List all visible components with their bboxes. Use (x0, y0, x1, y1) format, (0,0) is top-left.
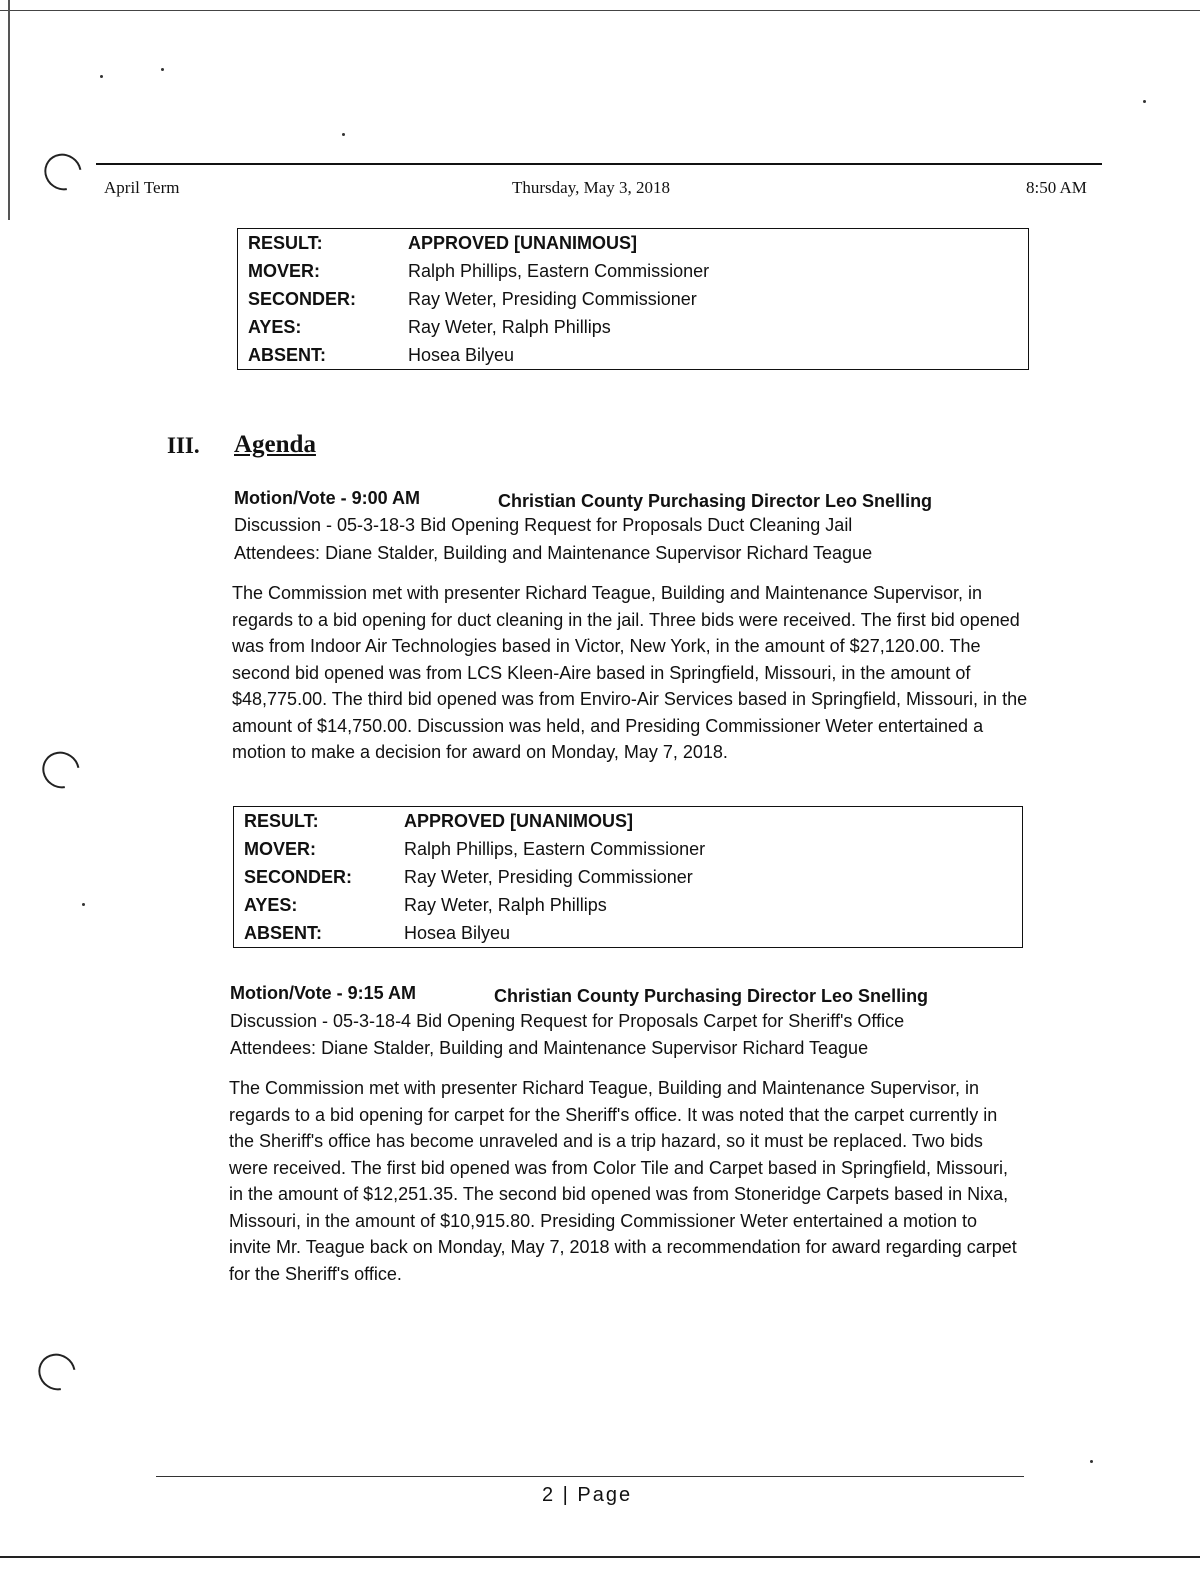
scan-speck (82, 903, 85, 906)
scan-speck (342, 133, 345, 136)
discussion-1: Discussion - 05-3-18-3 Bid Opening Request for Proposals Duct Cleaning Jail (234, 515, 853, 535)
vote-row-seconder (234, 863, 1023, 891)
vote-absent: Hosea Bilyeu (404, 922, 511, 943)
header-term: April Term (104, 178, 180, 197)
scan-edge-bottom (0, 1556, 1200, 1558)
vote-table-2 (233, 806, 1023, 948)
discussion-2: Discussion - 05-3-18-4 Bid Opening Request for Proposals Carpet for Sheriff's Office (230, 1011, 905, 1031)
presenter-1: Christian County Purchasing Director Leo Snelling (498, 491, 933, 511)
punch-hole-icon (31, 1346, 83, 1397)
body-paragraph-2: The Commission met with presenter Richard Teague, Building and Maintenance Supervisor, in regards to a bid opening for carpet for the Sheriff's office. It was noted that the carpet currently in the Sheriff's office has become unraveled and is a trip hazard, so it must be replaced. Two bids were received. The first bid opened was from Color Tile and Carpet based in Springfield, Missouri, in the amount of $12,251.35. The second bid opened was from Stoneridge Carpets based in Nixa, Missouri, in the amount of $10,915.80. Presiding Commissioner Weter entertained a motion to invite Mr. Teague back on Monday, May 7, 2018 with a recommendation for award regarding carpet for the Sheriff's office. (229, 1078, 1017, 1284)
motion-label-2: Motion/Vote - 9:15 AM (230, 983, 416, 1003)
page-number: 2 | Page (542, 1484, 633, 1506)
footer-rule (156, 1476, 1024, 1477)
vote-mover: Ralph Phillips, Eastern Commissioner (408, 260, 710, 281)
vote-label-absent: ABSENT: (244, 922, 323, 943)
motion-label-1: Motion/Vote - 9:00 AM (234, 488, 420, 508)
vote-row-absent (234, 919, 1023, 948)
vote-ayes: Ray Weter, Ralph Phillips (404, 894, 607, 915)
vote-table-1 (237, 228, 1029, 370)
body-paragraph-1: The Commission met with presenter Richard Teague, Building and Maintenance Supervisor, in regards to a bid opening for duct cleaning in the jail. Three bids were received. The first bid opened was from Indoor Air Technologies based in Victor, New York, in the amount of $27,120.00. The second bid opened was from LCS Kleen-Aire based in Springfield, Missouri, in the amount of $48,775.00. The third bid opened was from Enviro-Air Services based in Springfield, Missouri, in the amount of $14,750.00. Discussion was held, and Presiding Commissioner Weter entertained a motion to make a decision for award on Monday, May 7, 2018. (232, 583, 1028, 762)
vote-result: APPROVED [UNANIMOUS] (404, 810, 634, 831)
scan-speck (1090, 1460, 1093, 1463)
vote-row-ayes (234, 891, 1023, 919)
header-date: Thursday, May 3, 2018 (512, 178, 671, 197)
vote-row-mover (234, 835, 1023, 863)
scan-edge-left (8, 0, 10, 220)
vote-label-absent: ABSENT: (248, 344, 327, 365)
vote-row-seconder (238, 285, 1029, 313)
scan-edge-top (0, 10, 1200, 11)
vote-ayes: Ray Weter, Ralph Phillips (408, 316, 611, 337)
section-number: III. (167, 433, 200, 458)
vote-label-ayes: AYES: (244, 894, 298, 915)
vote-row-result (234, 807, 1023, 836)
vote-row-result (238, 229, 1029, 258)
presenter-2: Christian County Purchasing Director Leo Snelling (494, 986, 929, 1006)
vote-label-ayes: AYES: (248, 316, 302, 337)
vote-seconder: Ray Weter, Presiding Commissioner (404, 866, 693, 887)
scan-speck (161, 68, 164, 71)
section-title: Agenda (234, 431, 316, 458)
vote-row-absent (238, 341, 1029, 370)
vote-absent: Hosea Bilyeu (408, 344, 515, 365)
scan-speck (100, 75, 103, 78)
punch-hole-icon (37, 146, 89, 197)
vote-row-ayes (238, 313, 1029, 341)
vote-label-result: RESULT: (244, 810, 319, 831)
attendees-2: Attendees: Diane Stalder, Building and Maintenance Supervisor Richard Teague (230, 1038, 869, 1058)
header-time: 8:50 AM (1026, 178, 1087, 197)
vote-label-mover: MOVER: (244, 838, 316, 859)
header-rule (96, 163, 1102, 165)
vote-mover: Ralph Phillips, Eastern Commissioner (404, 838, 706, 859)
vote-seconder: Ray Weter, Presiding Commissioner (408, 288, 697, 309)
vote-label-seconder: SECONDER: (248, 288, 357, 309)
vote-label-mover: MOVER: (248, 260, 320, 281)
punch-hole-icon (35, 744, 87, 795)
attendees-1: Attendees: Diane Stalder, Building and Maintenance Supervisor Richard Teague (234, 543, 873, 563)
vote-label-seconder: SECONDER: (244, 866, 353, 887)
vote-result: APPROVED [UNANIMOUS] (408, 232, 638, 253)
vote-label-result: RESULT: (248, 232, 323, 253)
vote-row-mover (238, 257, 1029, 285)
scan-speck (1143, 100, 1146, 103)
